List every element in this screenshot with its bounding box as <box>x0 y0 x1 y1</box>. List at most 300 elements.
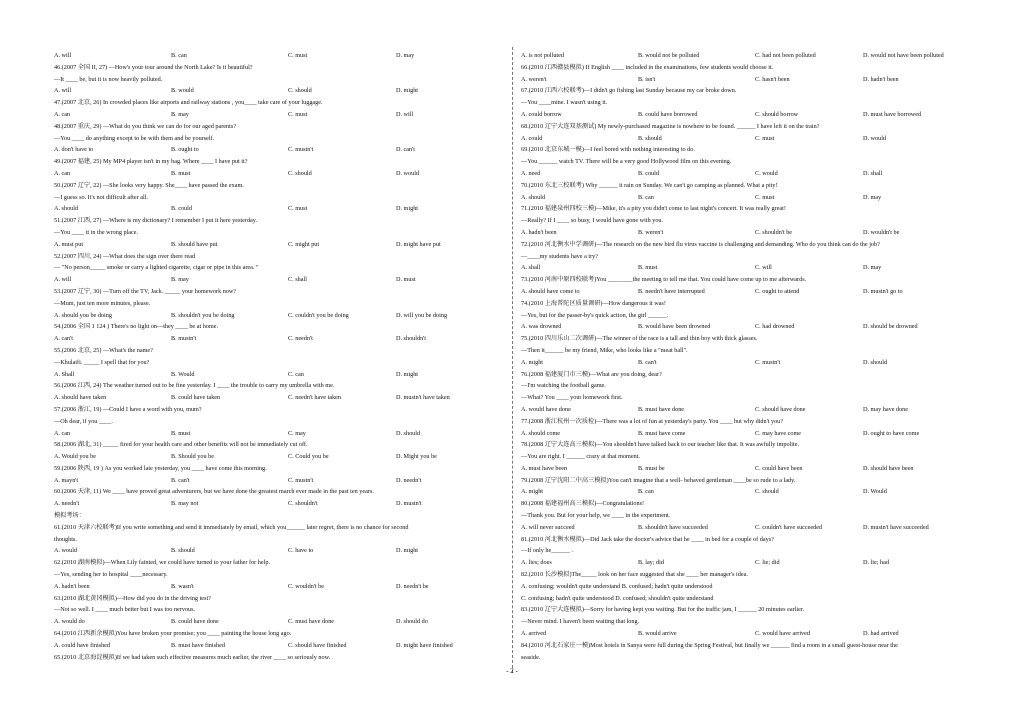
text-line <box>521 333 971 345</box>
option-text: D. may <box>863 193 882 201</box>
option-row <box>54 85 504 97</box>
text-line <box>521 439 971 451</box>
option-text: C. lie; did <box>755 559 780 567</box>
line-text: 64.(2010 江西新余模拟)You have broken your promise; you ____ painting the house long ago. <box>54 630 292 638</box>
option-text: C. must have done <box>288 618 335 626</box>
line-text: 46.(2007 全国 II, 27) —How's your tour around the North Lake? Is it beautiful? <box>54 63 253 71</box>
option-text: C. shall <box>288 276 307 284</box>
line-text: 63.(2010 湖北黄冈模拟)—How did you do in the driving test? <box>54 594 211 602</box>
text-line <box>521 345 971 357</box>
option-text: B. could <box>171 205 192 213</box>
option-row <box>54 50 504 62</box>
text-line <box>54 357 504 369</box>
text-line <box>521 369 971 381</box>
line-text: —____my students have a try? <box>521 252 598 260</box>
option-row <box>54 616 504 628</box>
option-text: A. Shall <box>54 370 75 378</box>
line-text: —Yes, but for the passer-by's quick action, the girl ______. <box>521 311 669 319</box>
line-text: —If only he______ . <box>521 547 573 555</box>
line-text: 72.(2010 河北衡水中学调研)—The research on the new bird flu virus vaccine is challenging and demanding. Who do you think can do the job? <box>521 240 880 248</box>
line-text: 74.(2010 上海普陀区质量调研)—How dangerous it was! <box>521 299 666 307</box>
option-text: B. could have done <box>171 618 219 626</box>
option-row <box>54 274 504 286</box>
option-text: A. mayn't <box>54 476 79 484</box>
option-text: A. should have taken <box>54 394 107 402</box>
option-text: B. ought to <box>171 146 199 154</box>
option-text: B. should <box>638 134 662 142</box>
line-text: —Mum, just ten more minutes, please. <box>54 299 151 307</box>
option-row <box>521 227 971 239</box>
page-number: - 2 - <box>506 667 518 675</box>
option-text: C. couldn't have succeeded <box>755 523 823 531</box>
option-text: A. would <box>54 547 78 555</box>
option-text: B. Should you be <box>171 453 214 461</box>
text-line <box>521 239 971 251</box>
option-text: A. is not polluted <box>521 52 564 59</box>
option-row <box>54 109 504 121</box>
line-text: 71.(2010 福建泉州四校三模)—Mike, it's a pity you didn't come to last night's concert. It was really great! <box>521 205 786 213</box>
option-row <box>521 321 971 333</box>
text-line <box>521 380 971 392</box>
text-line <box>521 416 971 428</box>
line-text: —Yes, sending her to hospital ____necessary. <box>54 571 168 579</box>
option-text: B. mustn't <box>171 335 197 343</box>
line-text: 49.(2007 福建, 25) My MP4 player isn't in my bag. Where ____ I have put it? <box>54 158 248 166</box>
text-line <box>54 510 504 522</box>
text-line <box>521 569 971 581</box>
line-text: 65.(2010 北京海淀模拟)If we had taken such effective measures much earlier, the river ____ so seriously now. <box>54 653 331 661</box>
option-text: A. should have come to <box>521 287 580 295</box>
line-text: 58.(2006 湖北, 31) _____ fired for your health care and other benefits will not be immediately cut off. <box>54 441 308 449</box>
option-text: D. shall <box>863 169 883 177</box>
option-text: A. could borrow <box>521 110 562 118</box>
option-text: D. Would <box>863 488 887 496</box>
line-text: —I guess so. It's not difficult after all. <box>54 193 148 201</box>
option-text: C. would <box>755 169 778 177</box>
line-text: 70.(2010 东北三校联考) Why ______ it rain on Sunday. We can't go camping as planned. What a pity! <box>521 181 778 189</box>
option-text: A. hadn't been <box>54 582 90 590</box>
option-text: A. can <box>54 429 71 437</box>
left-column <box>54 50 504 690</box>
option-text: A. will <box>54 87 72 95</box>
option-text: C. must <box>288 110 308 118</box>
text-line <box>54 439 504 451</box>
line-text: 60.(2006 天津, 11) We ____ have proved great adventurers, but we have done the greatest march ever made in the past ten years. <box>54 488 374 496</box>
option-text: A. would do <box>54 618 85 626</box>
option-text: D. would <box>863 134 887 142</box>
text-line <box>521 616 971 628</box>
option-row <box>521 74 971 86</box>
text-line <box>521 144 971 156</box>
option-text: B. may <box>171 110 189 118</box>
option-text: A. can <box>54 169 71 177</box>
text-line <box>521 545 971 557</box>
option-row <box>54 203 504 215</box>
text-line <box>521 298 971 310</box>
option-row <box>521 486 971 498</box>
option-text: A. will never succeed <box>521 523 575 531</box>
option-text: B. needn't have interrupted <box>638 287 705 295</box>
text-line <box>521 156 971 168</box>
option-text: A. was drowned <box>521 323 562 331</box>
option-row <box>54 239 504 251</box>
line-text: —You ______ watch TV. There will be a very good Hollywood film on this evening. <box>521 158 732 166</box>
option-text: C. may <box>288 429 306 437</box>
option-text: A. will <box>54 276 72 284</box>
option-text: A. should <box>521 193 546 201</box>
option-text: D. will <box>396 110 414 118</box>
option-text: B. lay; did <box>638 559 664 567</box>
text-line <box>54 557 504 569</box>
line-text: seaside. <box>521 653 541 661</box>
line-text: 80.(2008 福建福州高三模拟)—Congratulations! <box>521 500 645 508</box>
option-text: B. isn't <box>638 75 656 83</box>
text-line <box>54 286 504 298</box>
option-row <box>521 522 971 534</box>
text-line <box>54 416 504 428</box>
text-line <box>54 534 504 546</box>
right-column <box>521 50 971 690</box>
text-line <box>521 203 971 215</box>
line-text: —Khulaifi. _____ I spell that for you? <box>54 358 150 366</box>
line-text: 81.(2010 河北衡水模拟)—Did Jack take the doctor's advice that he ____ in bed for a couple of days? <box>521 535 774 543</box>
option-text: C. hasn't been <box>755 75 790 83</box>
option-text: D. lie; had <box>863 559 889 567</box>
option-row <box>54 498 504 510</box>
option-text: C. must <box>755 193 775 201</box>
line-text: 84.(2010 河北石家庄一模)Most hotels in Sanya were full during the Spring Festival, but finally we ______ find a room in a small guest-house near the <box>521 641 898 649</box>
option-text: B. can <box>638 488 654 496</box>
line-text: —You ____ it in the wrong place. <box>54 228 139 236</box>
line-text: C. confusing; hadn't quite understood D. confused; shouldn't quite understand <box>521 594 714 602</box>
option-text: C. must <box>755 134 775 142</box>
text-line <box>54 463 504 475</box>
line-text: 69.(2010 北京东城一模)—I feel bored with nothing interesting to do. <box>521 146 695 154</box>
option-row <box>521 286 971 298</box>
option-text: B. must <box>171 169 191 177</box>
text-line <box>54 380 504 392</box>
text-line <box>54 62 504 74</box>
option-text: A. Would you be <box>54 453 97 461</box>
option-text: D. hadn't been <box>863 75 899 83</box>
option-row <box>54 392 504 404</box>
text-line <box>521 581 971 593</box>
line-text: —You ____ do anything except to be with them and be yourself. <box>54 134 215 142</box>
option-text: C. should <box>755 488 779 496</box>
text-line <box>54 156 504 168</box>
option-row <box>521 628 971 640</box>
text-line <box>54 133 504 145</box>
option-text: D. will you be doing <box>396 311 448 319</box>
option-text: D. would not have been polluted <box>863 52 944 59</box>
line-text: 78.(2008 辽宁大连高三模拟)—You shouldn't have talked back to our teacher like that. It was awfully impolite. <box>521 441 800 449</box>
option-text: B. would <box>171 87 194 95</box>
option-text: D. shouldn't <box>396 335 426 343</box>
option-text: D. wouldn't be <box>863 228 900 236</box>
text-line <box>54 180 504 192</box>
option-text: B. may <box>171 276 189 284</box>
option-text: B. shouldn't have succeeded <box>638 523 708 531</box>
option-row <box>54 475 504 487</box>
line-text: A. confusing; wouldn't quite understand B. confused; hadn't quite understood <box>521 582 713 590</box>
text-line <box>54 121 504 133</box>
line-text: thoughts. <box>54 535 77 543</box>
option-text: D. would <box>396 169 420 177</box>
option-text: C. shouldn't be <box>755 228 793 236</box>
option-row <box>54 333 504 345</box>
option-text: C. should have done <box>755 405 806 413</box>
text-line <box>521 251 971 263</box>
option-text: D. mustn't go to <box>863 287 903 295</box>
option-text: A. should <box>54 205 79 213</box>
option-text: B. Would <box>171 370 195 378</box>
option-text: B. could have borrowed <box>638 110 698 118</box>
text-line <box>521 593 971 605</box>
line-text: 67.(2010 江西六校联考)—I didn't go fishing last Sunday because my car broke down. <box>521 87 737 95</box>
option-text: B. must have done <box>638 405 685 413</box>
option-row <box>54 451 504 463</box>
text-line <box>521 640 971 652</box>
option-text: D. may <box>396 52 415 59</box>
option-text: C. should have finished <box>288 641 347 649</box>
option-text: A. need <box>521 169 541 177</box>
option-text: A. lies; does <box>521 559 552 567</box>
line-text: 57.(2006 浙江, 19) —Could I have a word with you, mum? <box>54 405 202 413</box>
option-text: C. had not been polluted <box>755 52 816 59</box>
option-row <box>521 109 971 121</box>
text-line <box>54 652 504 664</box>
option-text: B. would have been drowned <box>638 323 711 331</box>
text-line <box>521 180 971 192</box>
option-text: A. can't <box>54 335 73 343</box>
option-row <box>521 357 971 369</box>
option-text: B. weren't <box>638 228 664 236</box>
text-line <box>54 251 504 263</box>
text-line <box>521 652 971 664</box>
option-row <box>54 640 504 652</box>
line-text: 59.(2006 陕西, 19 ) As you worked late yesterday, you ____ have come this morning. <box>54 464 267 472</box>
option-text: D. should have been <box>863 464 914 472</box>
text-line <box>521 451 971 463</box>
option-text: D. may have done <box>863 405 909 413</box>
line-text: 73.(2010 河南中原四校联考)You ________the meeting to tell me that. You could have come up to me afterwards. <box>521 276 807 284</box>
option-text: D. might <box>396 370 419 378</box>
option-row <box>54 168 504 180</box>
option-text: A. shall <box>521 264 541 272</box>
option-text: C. would have arrived <box>755 630 810 638</box>
option-text: B. could have taken <box>171 394 221 402</box>
option-text: D. Might you be <box>396 453 437 461</box>
option-row <box>521 463 971 475</box>
line-text: —What? You ____ your homework first. <box>521 394 623 402</box>
option-text: C. needn't have taken <box>288 394 342 402</box>
text-line <box>521 310 971 322</box>
option-text: D. should be drowned <box>863 323 918 331</box>
option-text: B. can <box>638 193 654 201</box>
option-text: C. mustn't <box>288 476 314 484</box>
line-text: 53.(2007 辽宁, 30) —Turn off the TV, Jack. _____ your homework now? <box>54 287 237 295</box>
option-text: D. can't <box>396 146 415 154</box>
text-line <box>54 486 504 498</box>
text-line <box>54 192 504 204</box>
text-line <box>54 522 504 534</box>
option-text: C. could have been <box>755 464 803 472</box>
option-text: D. mustn't have taken <box>396 394 450 402</box>
text-line <box>54 227 504 239</box>
option-text: D. should <box>863 358 888 366</box>
text-line <box>521 274 971 286</box>
option-text: C. shouldn't <box>288 500 318 508</box>
option-text: C. had drowned <box>755 323 795 331</box>
option-text: D. might <box>396 87 419 95</box>
option-text: B. must be <box>638 464 665 472</box>
line-text: —It ____ be, but it is now heavily polluted. <box>54 75 163 83</box>
text-line <box>54 215 504 227</box>
option-text: D. should do <box>396 618 428 626</box>
option-text: B. wasn't <box>171 582 194 590</box>
option-text: C. can <box>288 370 304 378</box>
line-text: 61.(2010 天津六校联考)If you write something and send it immediately by email, which you______ later regret, there is no chance for second <box>54 523 409 531</box>
option-text: A. might <box>521 358 544 366</box>
option-text: B. should <box>171 547 195 555</box>
option-text: A. weren't <box>521 75 547 83</box>
text-line <box>54 345 504 357</box>
option-text: D. mustn't <box>396 500 422 508</box>
option-text: C. needn't <box>288 335 313 343</box>
text-line <box>54 262 504 274</box>
option-text: A. would have done <box>521 405 571 413</box>
text-line <box>521 475 971 487</box>
option-text: B. must <box>171 429 191 437</box>
option-text: D. might <box>396 547 419 555</box>
line-text: 82.(2010 长沙模拟)The_____ look on her face suggested that she ____ her manager's idea. <box>521 571 748 579</box>
option-text: B. may not <box>171 500 199 508</box>
option-text: D. mustn't have succeeded <box>863 523 929 531</box>
line-text: 50.(2007 辽宁, 22) —She looks very happy. She____ have passed the exam. <box>54 181 244 189</box>
option-text: B. must have come <box>638 429 686 437</box>
option-text: C. should borrow <box>755 110 799 118</box>
option-text: A. can <box>54 110 71 118</box>
line-text: —Then it______ be my friend, Mike, who looks like a "meat ball". <box>521 346 688 354</box>
option-text: A. hadn't been <box>521 228 557 236</box>
option-text: A. don't have to <box>54 146 94 154</box>
text-line <box>54 404 504 416</box>
option-text: C. will <box>755 264 772 272</box>
option-row <box>521 262 971 274</box>
option-text: D. needn't <box>396 476 422 484</box>
column-divider <box>512 47 513 673</box>
text-line <box>521 604 971 616</box>
option-text: B. shouldn't you be doing <box>171 311 235 319</box>
option-text: B. should have put <box>171 240 218 248</box>
line-text: 56.(2006 江西, 24) The weather turned out to be fine yesterday. I ____ the trouble to carry my umbrella with me. <box>54 382 335 390</box>
text-line <box>521 534 971 546</box>
option-text: A. arrived <box>521 630 547 638</box>
line-text: —Really? If I ____ so busy, I would have gone with you. <box>521 217 664 225</box>
option-text: D. may <box>863 264 882 272</box>
option-text: C. mustn't <box>288 146 314 154</box>
line-text: 模拟考场： <box>54 512 85 520</box>
option-row <box>521 168 971 180</box>
option-text: A. must put <box>54 240 84 248</box>
line-text: —Oh dear, if you ____. <box>54 417 113 425</box>
option-row <box>54 310 504 322</box>
option-row <box>54 428 504 440</box>
option-text: A. needn't <box>54 500 80 508</box>
text-line <box>521 62 971 74</box>
option-text: D. must have borrowed <box>863 110 922 118</box>
option-text: A. should you be doing <box>54 311 112 319</box>
text-line <box>54 593 504 605</box>
option-text: A. might <box>521 488 544 496</box>
line-text: 75.(2010 四川乐山二次调研)—The winner of the race is a tall and thin boy with thick glasses. <box>521 335 758 343</box>
option-text: C. should <box>288 87 312 95</box>
option-row <box>521 50 971 62</box>
option-text: C. ought to attend <box>755 287 800 295</box>
text-line <box>54 97 504 109</box>
option-row <box>521 428 971 440</box>
option-text: A. could have finished <box>54 641 111 649</box>
option-text: C. might put <box>288 240 320 248</box>
line-text: 48.(2007 重庆, 29) —What do you think we can do for our aged parents? <box>54 122 236 130</box>
option-text: C. mustn't <box>755 358 781 366</box>
option-row <box>54 144 504 156</box>
option-text: D. should <box>396 429 421 437</box>
text-line <box>521 510 971 522</box>
line-text: —You ____mine. I wasn't using it. <box>521 99 608 107</box>
option-text: C. have to <box>288 547 314 555</box>
option-text: A. must have been <box>521 464 568 472</box>
text-line <box>521 97 971 109</box>
option-text: A. will <box>54 52 72 59</box>
option-text: C. couldn't you be doing <box>288 311 349 319</box>
option-text: B. must have finished <box>171 641 225 649</box>
option-row <box>54 581 504 593</box>
line-text: 52.(2007 四川, 24) —What does the sign over there read <box>54 252 196 260</box>
line-text: —Not so well. I ____ much better but I was too nervous. <box>54 606 196 614</box>
option-text: D. might have put <box>396 240 441 248</box>
option-text: C. wouldn't be <box>288 582 325 590</box>
option-text: B. can't <box>171 476 190 484</box>
option-row <box>521 192 971 204</box>
option-text: B. must <box>638 264 658 272</box>
line-text: 83.(2010 辽宁大连模拟)—Sorry for having kept you waiting. But for the traffic jam, I ______ 20 minutes earlier. <box>521 606 805 614</box>
option-text: C. Could you be <box>288 453 329 461</box>
option-text: D. had arrived <box>863 630 899 638</box>
option-text: A. should come <box>521 429 561 437</box>
line-text: 62.(2010 湖南模拟)—When Lily fainted, we could have turned to your father for help. <box>54 559 270 567</box>
text-line <box>54 569 504 581</box>
option-text: C. must <box>288 52 308 59</box>
option-text: B. would not be polluted <box>638 52 700 59</box>
line-text: —Never mind. I haven't been waiting that long. <box>521 618 640 626</box>
line-text: —Thank you. But for your help, we ____ in the experiment. <box>521 512 671 520</box>
option-row <box>54 369 504 381</box>
option-row <box>521 404 971 416</box>
option-row <box>521 133 971 145</box>
text-line <box>54 321 504 333</box>
line-text: 77.(2008 浙江杭州一次质检)—There was a lot of fun at yesterday's party. You ____ but why didn't you? <box>521 417 784 425</box>
line-text: —I'm watching the football game. <box>521 382 606 390</box>
line-text: 79.(2008 辽宁沈阳二中高三模拟)You can't imagine that a well- behaved gentleman ____be so rude to a lady. <box>521 476 796 484</box>
option-text: B. can't <box>638 358 657 366</box>
line-text: 66.(2010 江西赣县模拟) If English ____ included in the examinations, few students would choose it. <box>521 63 774 71</box>
option-text: D. needn't be <box>396 582 429 590</box>
option-row <box>54 545 504 557</box>
line-text: 54.(2006 全国 1 124 ) There's no light on—they ____ be at home. <box>54 323 219 331</box>
text-line <box>54 604 504 616</box>
option-text: A. could <box>521 134 543 142</box>
